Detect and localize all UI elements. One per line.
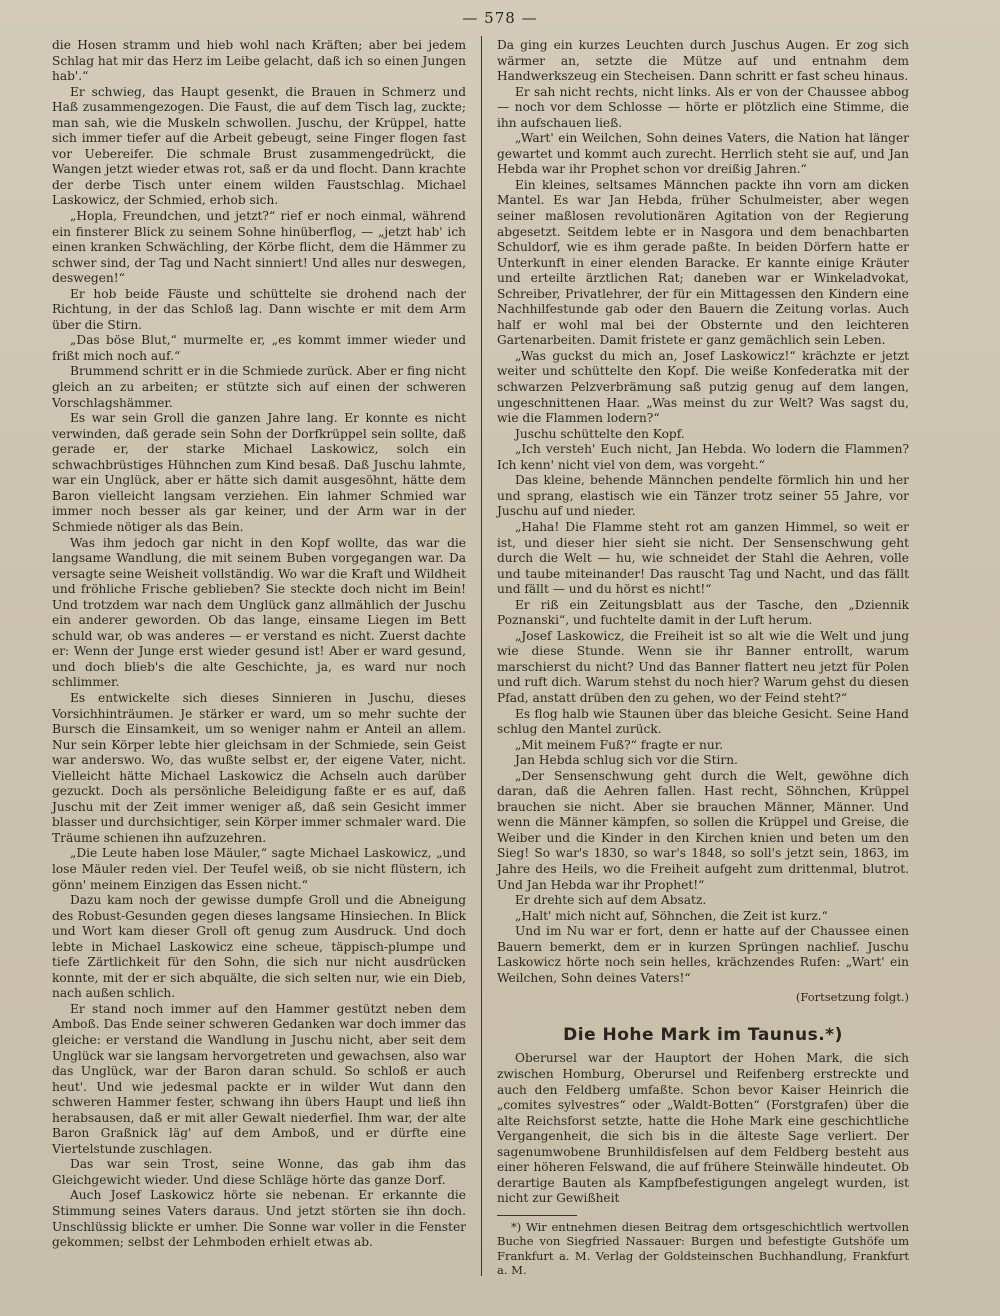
paragraph: die Hosen stramm und hieb wohl nach Kräften; aber bei jedem Schlag hat mir das Herz im Leibe gelacht, daß ich so einen Jungen hab'.“ [52,38,466,84]
paragraph: Brummend schritt er in die Schmiede zurück. Aber er fing nicht gleich an zu arbeiten; er stützte sich auf einen der schweren Vorschlagshämmer. [52,364,467,410]
paragraph: Auch Josef Laskowicz hörte sie nebenan. Er erkannte die Stimmung seines Vaters daraus. Und jetzt störten sie ihn doch. Unschlüssig blickte er umher. Die Sonne war voller in die Fenster gekommen; selbst der Lehmboden erhielt etwas ab. [52,1188,466,1250]
paragraph: „Der Sensenschwung geht durch die Welt, gewöhne dich daran, daß die Aehren fallen. Hast recht, Söhnchen, Krüppel brauchen sie nicht. Aber sie brauchen Männer, Männer. Und wenn die Männer kämpfen, so sollen die Krüppel und Greise, die Weiber und die Kinder in den Kirchen knien und beten um den Sieg! So war's 1830, so war's 1848, so soll's jetzt sein, 1863, im Jahre des Heils, wo die Freiheit aufgeht zum drittenmal, blutrot. Und Jan Hebda war ihr Prophet!“ [497,768,909,892]
paragraph: „Was guckst du mich an, Josef Laskowicz!“ krächzte er jetzt weiter und schüttelte den Kopf. Die weiße Konfederatka mit der schwarzen Pelzverbrämung saß putzig genug auf dem langen, ungeschnittenen Haar. „Was meinst du zur Welt? Was sagst du, wie die Flammen lodern?“ [497,348,909,426]
paragraph: Juschu schüttelte den Kopf. [515,426,685,441]
paragraph: „Mit meinem Fuß?“ fragte er nur. [515,737,724,752]
section-paragraph: Oberursel war der Hauptort der Hohen Mark, die sich zwischen Homburg, Oberursel und Reifenberg erstreckte und auch den Feldberg umfaßte. Schon bevor Kaiser Heinrich die „comites sylvestres“ oder „Waldt-Botten“ (Forstgrafen) über die alte Reichsforst setzte, hatte die Hohe Mark eine geschichtliche Vergangenheit, die sich bis in die älteste Sage verliert. Der sagenumwobene Brunhildisfelsen auf dem Feldberg besteht aus einer höheren Felswand, die auf frühere Steinwälle hindeutet. Ob derartige Bauten als Kampfbefestigungen angelegt wurden, ist nicht zur Gewißheit [497,1051,909,1206]
paragraph: Das war sein Trost, seine Wonne, das gab ihm das Gleichgewicht wieder. Und diese Schläge hörte das ganze Dorf. [52,1157,466,1187]
right-column [497,38,909,1278]
paragraph: Ein kleines, seltsames Männchen packte ihn vorn am dicken Mantel. Es war Jan Hebda, früher Schulmeister, aber wegen seiner maßlosen revolutionären Agitation von der Regierung abgesetzt. Seitdem lebte er in Nasgora und dem benachbarten Schuldorf, wie es ihm gerade paßte. In beiden Dörfern hatte er Unterkunft in einer elenden Baracke. Er kannte einige Kräuter und erteilte ärztlichen Rat; daneben war er Winkeladvokat, Schreiber, Privatlehrer, der für ein Mittagessen den Kindern eine Nachhilfestunde gab oder den Bauern die Zeitung vorlas. Auch half er wohl mal bei der Obsternte und den leichteren Gartenarbeiten. Damit fristete er ganz gemächlich sein Leben. [497,177,909,348]
continuation-note: (Fortsetzung folgt.) [795,990,909,1005]
paragraph: „Josef Laskowicz, die Freiheit ist so alt wie die Welt und jung wie diese Stunde. Wenn sie ihr Banner entrollt, warum marschierst du nicht? Und das Banner flattert neu jetzt für Polen und ruft dich. Warum stehst du noch hier? Warum gehst du diesen Pfad, anstatt drüben den zu gehen, wo der Feind steht?“ [497,628,909,705]
paragraph: Er stand noch immer auf den Hammer gestützt neben dem Amboß. Das Ende seiner schweren Gedanken war doch immer das gleiche: er verstand die Wandlung in Juschu nicht, aber seit dem Unglück war sie langsam hervorgetreten und gewachsen, also war das Unglück, war der Baron daran schuld. So schloß er auch heut'. Und wie jedesmal packte er in wilder Wut dann den schweren Hammer fester, schwang ihn übers Haupt und ließ ihn herabsausen, daß er mit aller Gewalt niederfiel. Ihm war, der alte Baron Graßnick läg' auf dem Amboß, und er dürfte eine Viertelstunde zuschlagen. [52,1001,466,1156]
paragraph: „Haha! Die Flamme steht rot am ganzen Himmel, so weit er ist, und dieser hier sieht sie nicht. Der Sensenschwung geht durch die Welt — hu, wie schneidet der Stahl die Aehren, volle und taube miteinander! Das rauscht Tag und Nacht, und das fällt und fällt — und du hörst es nicht!“ [497,519,909,597]
paragraph: Es flog halb wie Staunen über das bleiche Gesicht. Seine Hand schlug den Mantel zurück. [497,706,909,737]
paragraph: Er drehte sich auf dem Absatz. [515,893,707,908]
paragraph: „Ich versteh' Euch nicht, Jan Hebda. Wo lodern die Flammen? Ich kenn' nicht viel von dem, was vorgeht.“ [497,442,909,472]
paragraph: „Wart' ein Weilchen, Sohn deines Vaters, die Nation hat länger gewartet und kommt auch zurecht. Herrlich steht sie auf, und Jan Hebda war ihr Prophet schon vor dreißig Jahren.“ [497,131,909,177]
paragraph: „Halt' mich nicht auf, Söhnchen, die Zeit ist kurz.“ [515,908,828,923]
paragraph: Er schwieg, das Haupt gesenkt, die Brauen in Schmerz und Haß zusammengezogen. Die Faust, die auf dem Tisch lag, zuckte; man sah, wie die Muskeln schwollen. Juschu, der Krüppel, hatte sich immer tiefer auf die Arbeit gebeugt, seine Finger flogen fast vor Uebereifer. Die schmale Brust zusammengedrückt, die Wangen jetzt wieder etwas rot, saß er da und flocht. Dann krachte der derbe Tisch unter einem wilden Faustschlag. Michael Laskowicz, der Schmied, erhob sich. [52,84,466,208]
paragraph: „Die Leute haben lose Mäuler,“ sagte Michael Laskowicz, „und lose Mäuler reden viel. Der Teufel weiß, ob sie nicht flüstern, ich gönn' meinem Einzigen das Essen nicht.“ [52,846,466,892]
paragraph: Da ging ein kurzes Leuchten durch Juschus Augen. Er zog sich wärmer an, setzte die Mütze auf und entnahm dem Handwerkszeug ein Stecheisen. Dann schritt er fast scheu hinaus. [497,38,909,84]
section-title: Die Hohe Mark im Taunus.*) [563,1024,843,1045]
paragraph: Er riß ein Zeitungsblatt aus der Tasche, den „Dziennik Poznanski“, und fuchtelte damit in der Luft herum. [497,597,909,628]
paragraph: Jan Hebda schlug sich vor die Stirn. [515,753,738,768]
paragraph: Er hob beide Fäuste und schüttelte sie drohend nach der Richtung, in der das Schloß lag. Dann wischte er mit dem Arm über die Stirn. [52,286,466,332]
paragraph: Und im Nu war er fort, denn er hatte auf der Chaussee einen Bauern bemerkt, dem er in kurzen Sprüngen nachlief. Juschu Laskowicz hörte noch sein helles, krächzendes Rufen: „Wart' ein Weilchen, Sohn deines Vaters!“ [497,924,909,985]
paragraph: „Das böse Blut,“ murmelte er, „es kommt immer wieder und frißt mich noch auf.“ [52,333,466,363]
left-column [52,38,466,1251]
paragraph: Was ihm jedoch gar nicht in den Kopf wollte, das war die langsame Wandlung, die mit seinem Buben vorgegangen war. Da versagte seine Weisheit vollständig. Wo war die Kraft und Wildheit und fröhliche Frische geblieben? Sie steckte doch nicht im Bein! Und trotzdem war nach dem Unglück ganz allmählich der Juschu ein anderer geworden. Ob das lange, einsame Liegen im Bett schuld war, ob was anderes — er verstand es nicht. Zuerst dachte er: Wenn der Junge erst wieder gesund ist! Aber er ward gesund, und doch blieb's die alte Geschichte, ja, es ward nur noch schlimmer. [52,535,466,690]
column-divider [481,36,482,1276]
paragraph: Es war sein Groll die ganzen Jahre lang. Er konnte es nicht verwinden, daß gerade sein Sohn der Dorfkrüppel sein sollte, daß gerade er, der starke Michael Laskowicz, solch ein schwachbrüstiges Hühnchen zum Kind besaß. Daß Juschu lahmte, war ein Unglück, aber er hätte sich damit ausgesöhnt, hätte dem Baron vielleicht langsam verziehen. Ein lahmer Schmied war immer noch besser als gar keiner, und der Arm war in der Schmiede nötiger als das Bein. [52,411,466,534]
paragraph: Das kleine, behende Männchen pendelte förmlich hin und her und sprang, elastisch wie ein Tänzer trotz seiner 55 Jahre, vor Juschu auf und nieder. [497,473,909,519]
paragraph: Dazu kam noch der gewisse dumpfe Groll und die Abneigung des Robust-Gesunden gegen dieses langsame Hinsiechen. In Blick und Wort kam dieser Groll oft genug zum Ausdruck. Und doch lebte in Michael Laskowicz eine scheue, täppisch-plumpe und tiefe Zärtlichkeit für den Sohn, die sich nur nicht ausdrücken konnte, mit der er sich abquälte, die sich selten nur, wie ein Dieb, nach außen schlich. [52,893,466,1001]
paragraph: Er sah nicht rechts, nicht links. Als er von der Chaussee abbog — noch vor dem Schlosse — hörte er plötzlich eine Stimme, die ihn aufschauen ließ. [497,84,909,130]
paragraph: Es entwickelte sich dieses Sinnieren in Juschu, dieses Vorsichhinträumen. Je stärker er ward, um so mehr suchte der Bursch die Einsamkeit, um so weniger nahm er Anteil an allem. Nur sein Körper lebte hier gleichsam in der Schmiede, sein Geist war anderswo. Wo, das wußte selbst er, der eigene Vater, nicht. Vielleicht hätte Michael Laskowicz die Achseln auch darüber gezuckt. Doch als persönliche Beleidigung faßte er es auf, daß Juschu mit der Zeit immer weniger aß, daß sein Gesicht immer blasser und durchsichtiger, sein Körper immer schmaler ward. Die Träume schienen ihn aufzuzehren. [52,690,466,845]
paragraph: „Hopla, Freundchen, und jetzt?“ rief er noch einmal, während ein finsterer Blick zu seinem Sohne hinüberflog, — „jetzt hab' ich einen kranken Schwächling, der Körbe flicht, dem die Hämmer zu schwer sind, der Tag und Nacht sinniert! Und alles nur deswegen, deswegen!“ [52,209,466,286]
footnote: *) Wir entnehmen diesen Beitrag dem ortsgeschichtlich wertvollen Buche von Siegfried Nassauer: Burgen und befestigte Gutshöfe um Frankfurt a. M. Verlag der Goldsteinschen Buchhandlung, Frankfurt a. M. [497,1219,909,1278]
footnote-rule [497,1215,577,1216]
page-number: — 578 — [462,9,538,27]
